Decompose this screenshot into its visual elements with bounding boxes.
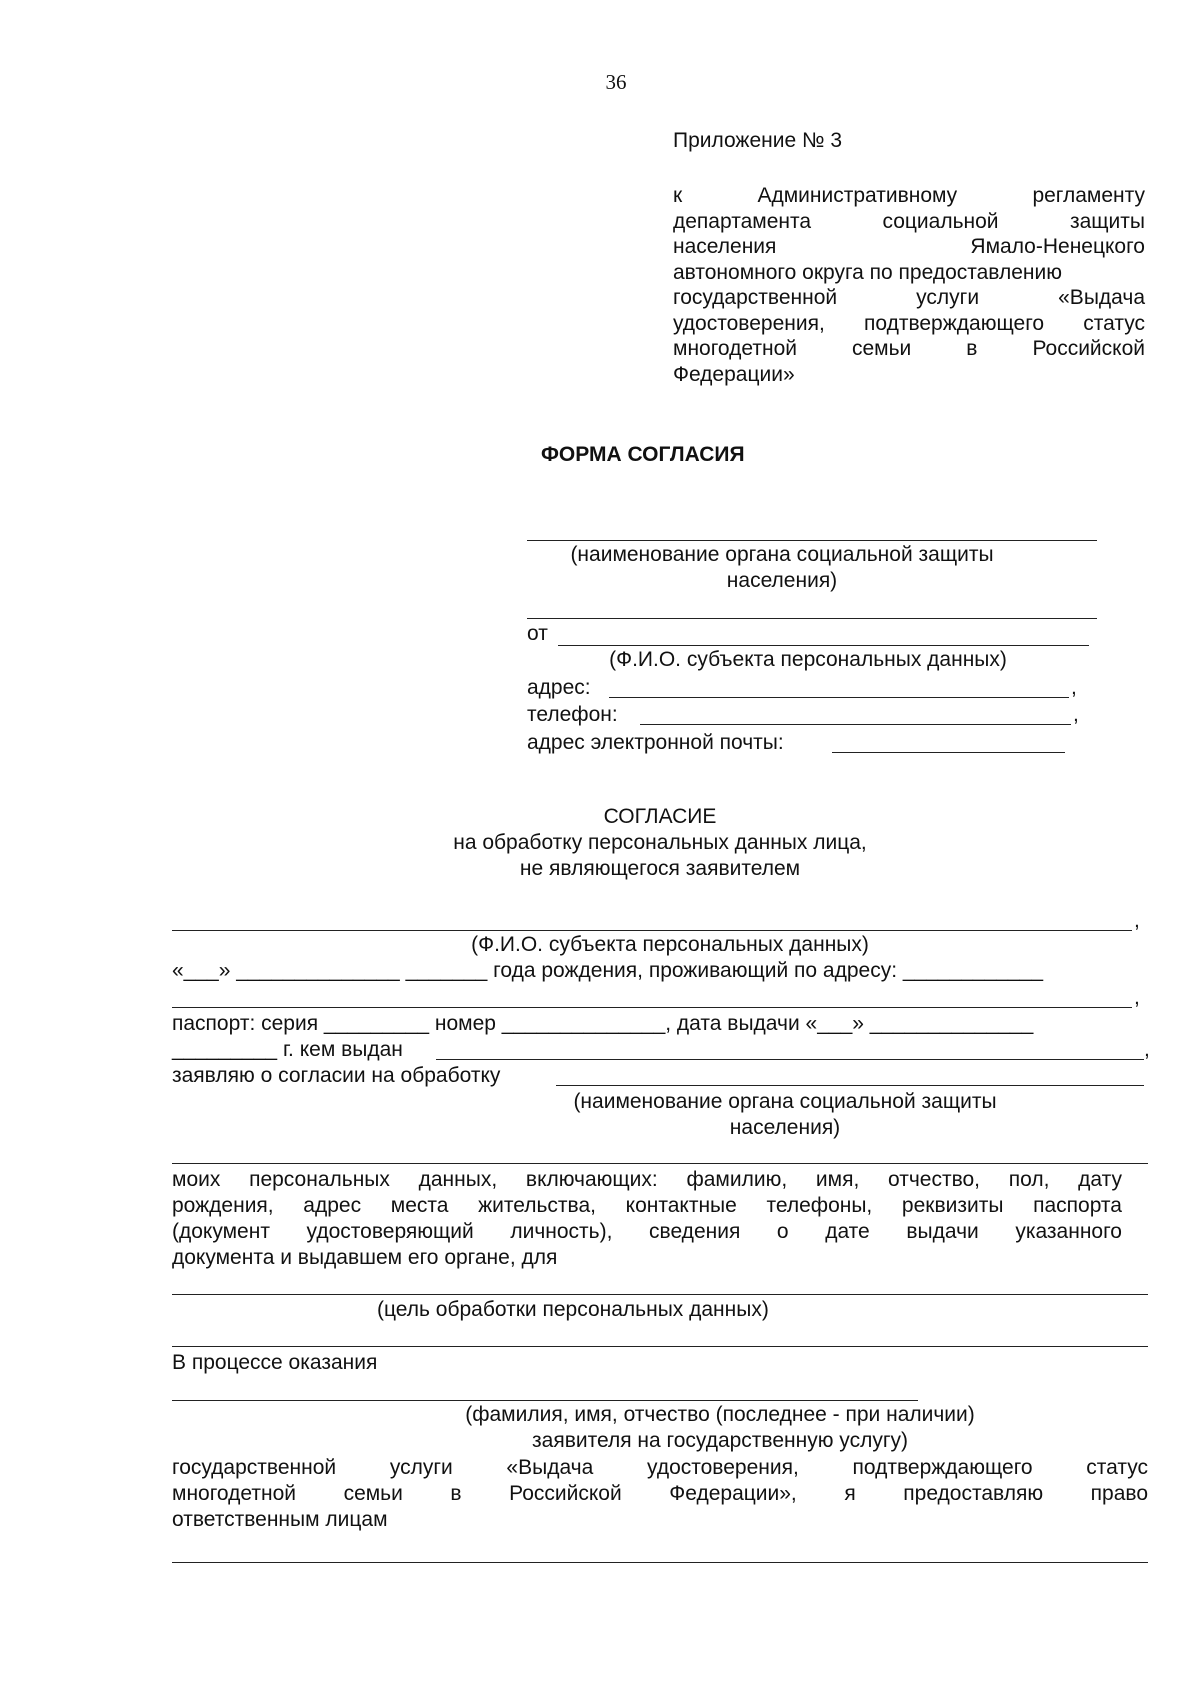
- page-number: 36: [605, 70, 627, 94]
- organ-name-line: [527, 540, 1097, 541]
- subject-fio-caption: (Ф.И.О. субъекта персональных данных): [471, 933, 869, 956]
- address-comma: ,: [1071, 676, 1077, 699]
- organ-name-line-3: [172, 1163, 1148, 1164]
- appendix-line: населения Ямало-Ненецкого: [673, 235, 1145, 258]
- address-label: адрес:: [527, 676, 591, 699]
- paragraph-line: документа и выдавшем его органе, для: [172, 1246, 558, 1269]
- paragraph-line: (документ удостоверяющий личность), сведения о дате выдачи указанного: [172, 1220, 1122, 1243]
- phone-label: телефон:: [527, 703, 618, 726]
- subject-fio-line: [172, 930, 1132, 931]
- organ-caption: (наименование органа социальной защиты: [573, 1090, 997, 1113]
- from-label: от: [527, 622, 548, 645]
- declare-line: [556, 1085, 1144, 1086]
- purpose-line: [172, 1294, 1148, 1295]
- fio-caption: (Ф.И.О. субъекта персональных данных): [609, 648, 1007, 671]
- address-continuation-comma: ,: [1134, 986, 1140, 1009]
- organ-caption: населения): [729, 1116, 841, 1139]
- paragraph-2: [172, 1455, 1148, 1533]
- purpose-caption: (цель обработки персональных данных): [377, 1298, 769, 1321]
- appendix-title: Приложение № 3: [673, 129, 843, 152]
- appendix-text: [673, 183, 1145, 387]
- paragraph-line: ответственным лицам: [172, 1508, 388, 1531]
- responsible-persons-line: [172, 1562, 1148, 1563]
- address-line: [609, 697, 1069, 698]
- appendix-line: Федерации»: [673, 362, 795, 386]
- from-line: [558, 645, 1089, 646]
- paragraph-line: государственной услуги «Выдача удостоверения, подтверждающего статус: [172, 1456, 1148, 1479]
- phone-line: [640, 724, 1071, 725]
- email-line: [832, 752, 1065, 753]
- appendix-line: удостоверения, подтверждающего статус: [673, 311, 1145, 335]
- paragraph-1: [172, 1167, 1122, 1271]
- consent-subtitle: на обработку персональных данных лица,: [453, 831, 867, 854]
- appendix-line: к Административному регламенту: [673, 184, 1145, 207]
- organ-caption: (наименование органа социальной защиты: [570, 543, 994, 566]
- form-title: ФОРМА СОГЛАСИЯ: [541, 443, 745, 466]
- applicant-line: [172, 1400, 918, 1401]
- paragraph-line: многодетной семьи в Российской Федерации», я предоставляю право: [172, 1482, 1148, 1505]
- birth-line: «___» ______________ _______ года рождения, проживающий по адресу: ____________: [172, 959, 1044, 982]
- process-label: В процессе оказания: [172, 1351, 378, 1374]
- organ-name-line-2: [527, 618, 1097, 619]
- subject-fio-comma: ,: [1134, 909, 1140, 932]
- consent-title: СОГЛАСИЕ: [603, 805, 717, 828]
- address-continuation-line: [172, 1007, 1132, 1008]
- organ-caption: населения): [726, 569, 838, 592]
- applicant-caption: заявителя на государственную услугу): [532, 1429, 908, 1452]
- declare-label: заявляю о согласии на обработку: [172, 1064, 501, 1087]
- purpose-line-2: [172, 1346, 1148, 1347]
- paragraph-line: рождения, адрес места жительства, контактные телефоны, реквизиты паспорта: [172, 1194, 1122, 1217]
- consent-subtitle: не являющегося заявителем: [519, 857, 801, 880]
- email-label: адрес электронной почты:: [527, 731, 784, 754]
- phone-comma: ,: [1073, 703, 1079, 726]
- issued-by-line: [436, 1059, 1144, 1060]
- paragraph-line: моих персональных данных, включающих: фамилию, имя, отчество, пол, дату: [172, 1168, 1122, 1191]
- applicant-caption: (фамилия, имя, отчество (последнее - при наличии): [465, 1403, 975, 1426]
- issued-by-label: _________ г. кем выдан: [172, 1038, 403, 1061]
- issued-by-comma: ,: [1144, 1038, 1150, 1061]
- appendix-line: автономного округа по предоставлению: [673, 260, 1062, 284]
- appendix-line: многодетной семьи в Российской: [673, 337, 1145, 360]
- passport-line: паспорт: серия _________ номер ______________, дата выдачи «___» ______________: [172, 1012, 1034, 1035]
- appendix-line: департамента социальной защиты: [673, 209, 1145, 233]
- appendix-line: государственной услуги «Выдача: [673, 286, 1145, 309]
